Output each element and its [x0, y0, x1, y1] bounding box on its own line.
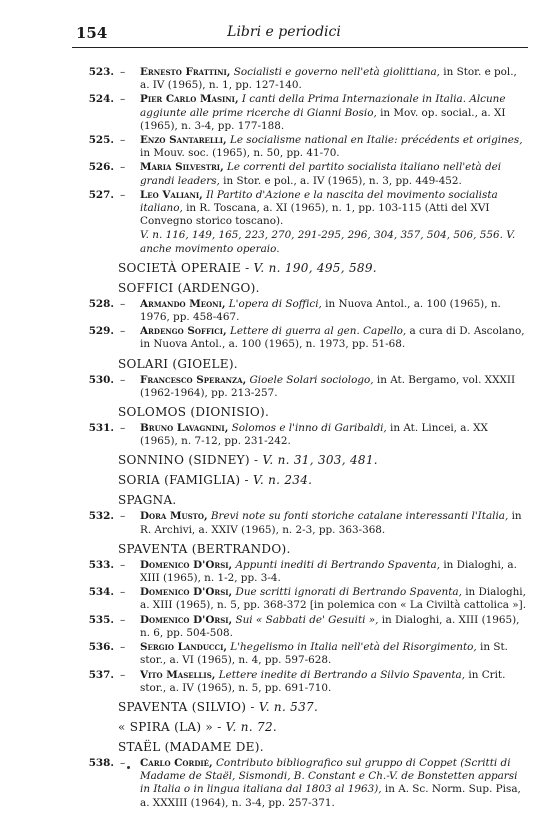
entry-see-also: V. n. 116, 149, 165, 223, 270, 291-295, 296, 304, 357, 504, 506, 556. V. anche movimento operaio.: [140, 229, 516, 255]
entry-author: Leo Valiani,: [140, 188, 203, 201]
entry-title: Il Partito d'Azione e la nascita del movimento socialista italiano,: [140, 188, 498, 215]
entry-author: Domenico D'Orsi,: [140, 613, 233, 626]
entry-source: in Dialoghi, a. XIII (1965), n. 6, pp. 504-508.: [140, 613, 520, 639]
entry-dash: –: [120, 188, 126, 201]
entry-title: Due scritti ignorati di Bertrando Spaventa,: [235, 586, 462, 599]
entry-source: in Dialoghi, a. XIII (1965), n. 5, pp. 368-372 [in polemica con « La Civiltà cattolica »].: [140, 586, 527, 612]
section-heading: [74, 280, 526, 296]
entry-source: in Mouv. soc. (1965), n. 50, pp. 41-70.: [140, 147, 340, 160]
entry-author: Armando Meoni,: [140, 297, 226, 310]
heading-text: SPAVENTA (SILVIO): [118, 699, 247, 714]
entry-author: Francesco Speranza,: [140, 373, 247, 386]
entry-number: 532.: [88, 510, 114, 523]
entry-source: in Stor. e pol., a. IV (1965), n. 3, pp. 449-452.: [223, 174, 462, 187]
bibliography-entry: [74, 422, 526, 448]
entry-dash: –: [120, 66, 126, 78]
entry-dash: –: [120, 613, 126, 626]
entry-source: in At. Lincei, a. XX (1965), n. 7-12, pp. 231-242.: [140, 422, 488, 448]
entry-number: 531.: [88, 422, 114, 435]
entry-title: Solomos e l'inno di Garibaldi,: [231, 422, 387, 435]
entry-title: Sui « Sabbati de' Gesuiti »,: [235, 613, 379, 626]
entry-number: 536.: [88, 641, 114, 654]
bibliography-entry: [74, 325, 526, 351]
heading-text: SORIA (FAMIGLIA): [118, 473, 241, 488]
entry-source: in St. stor., a. VI (1965), n. 4, pp. 597-628.: [140, 641, 508, 667]
header-rule: [72, 47, 528, 48]
section-heading: [74, 719, 526, 735]
entry-source: in R. Archivi, a. XXIV (1965), n. 2-3, pp. 363-368.: [140, 510, 522, 536]
running-title: Libri e periodici: [227, 24, 341, 40]
entry-author: Vito Masellis,: [140, 668, 216, 681]
heading-text: SOFFICI (ARDENGO).: [118, 280, 260, 295]
entry-number: 533.: [88, 558, 114, 571]
entry-title: Le socialisme national en Italie: précédents et origines,: [229, 134, 523, 147]
section-heading: [74, 260, 526, 276]
bibliography-entry: [74, 586, 526, 612]
entry-dash: –: [120, 134, 126, 147]
entry-author: Pier Carlo Masini,: [140, 93, 239, 106]
bibliography-entry: [74, 189, 526, 229]
entry-source: in Mov. op. social., a. XI (1965), n. 3-4, pp. 177-188.: [140, 106, 506, 132]
entry-number: 523.: [88, 66, 114, 78]
entry-number: 526.: [88, 161, 114, 174]
entry-dash: –: [120, 586, 126, 599]
entry-dash: –: [120, 668, 126, 681]
section-heading: [74, 699, 526, 715]
cross-reference: - V. n. 31, 303, 481.: [254, 453, 378, 468]
entry-title: Contributo bibliografico sul gruppo di Coppet (Scritti di Madame de Staël, Sismondi, B. Constant e Ch.-V. de Bonstetten apparsi in Italia o in lingua italiana dal 1803 al 1963),: [140, 756, 518, 796]
entry-dash: –: [120, 558, 126, 571]
heading-text: SOLOMOS (DIONISIO).: [118, 405, 270, 420]
bibliography-entry: [74, 161, 526, 187]
entry-dash: –: [120, 93, 126, 106]
page-number: 154: [76, 24, 108, 42]
heading-text: SPAGNA.: [118, 493, 177, 508]
bibliography-entry: [74, 93, 526, 133]
page-header: [40, 24, 528, 46]
entry-title: Socialisti e governo nell'età giolittiana,: [233, 66, 440, 78]
bibliography-entry: [74, 298, 526, 324]
entry-number: 525.: [88, 134, 114, 147]
entry-title: Gioele Solari sociologo,: [249, 373, 374, 386]
entry-source: a cura di D. Ascolano, in Nuova Antol., a. 100 (1965), n. 1973, pp. 51-68.: [140, 325, 525, 351]
entry-number: 538.: [88, 756, 114, 769]
entry-source: in Dialoghi, a. XIII (1965), n. 1-2, pp. 3-4.: [140, 558, 517, 585]
entry-author: Carlo Cordié,: [140, 756, 213, 769]
entry-source: in A. Sc. Norm. Sup. Pisa, a. XXXIII (1964), n. 3-4, pp. 257-371.: [140, 783, 521, 809]
section-heading: [74, 404, 526, 420]
entry-author: Dora Musto,: [140, 510, 208, 523]
stray-mark: [127, 766, 130, 769]
section-heading: [74, 452, 526, 468]
cross-reference: - V. n. 537.: [250, 699, 319, 714]
entry-author: Sergio Landucci,: [140, 641, 227, 654]
bibliography-entry: [74, 134, 526, 160]
entry-source: in Nuova Antol., a. 100 (1965), n. 1976, pp. 458-467.: [140, 297, 501, 324]
bibliography-entry: [74, 614, 526, 640]
entry-dash: –: [120, 297, 126, 310]
bibliography-entry: [74, 669, 526, 695]
bibliography-entry: [74, 66, 526, 92]
entry-title: L'opera di Soffici,: [228, 297, 322, 310]
entry-dash: –: [120, 641, 126, 654]
entry-number: 527.: [88, 188, 114, 201]
entry-author: Domenico D'Orsi,: [140, 558, 233, 571]
entry-number: 537.: [88, 668, 114, 681]
entry-title: Le correnti del partito socialista italiano nell'età dei grandi leaders,: [140, 161, 502, 187]
bibliography-entry: [74, 510, 526, 536]
entry-number: 530.: [88, 373, 114, 386]
cross-reference: - V. n. 190, 495, 589.: [245, 260, 377, 275]
section-heading: [74, 541, 526, 557]
bibliography-entry: [74, 559, 526, 585]
heading-text: SONNINO (SIDNEY): [118, 453, 250, 468]
entry-source: in At. Bergamo, vol. XXXII (1962-1964), pp. 213-257.: [140, 373, 516, 399]
cross-reference: - V. n. 72.: [217, 719, 277, 734]
entry-dash: –: [120, 756, 126, 769]
entry-number: 528.: [88, 297, 114, 310]
entry-author: Enzo Santarelli,: [140, 134, 227, 147]
entry-title: Lettere inedite di Bertrando a Silvio Spaventa,: [218, 668, 466, 681]
entry-author: Domenico D'Orsi,: [140, 586, 233, 599]
entry-author: Maria Silvestri,: [140, 161, 224, 174]
entry-title: I canti della Prima Internazionale in Italia. Alcune aggiunte alle prime ricerche di Gianni Bosio,: [140, 93, 506, 119]
entry-title: Lettere di guerra al gen. Capello,: [229, 325, 407, 338]
section-heading: [74, 492, 526, 508]
entry-dash: –: [120, 161, 126, 174]
entry-author: Ernesto Frattini,: [140, 66, 231, 78]
entry-title: L'hegelismo in Italia nell'età del Risorgimento,: [230, 641, 477, 654]
section-heading: [74, 739, 526, 755]
entry-dash: –: [120, 510, 126, 523]
entry-source: in Stor. e pol., a. IV (1965), n. 1, pp. 127-140.: [140, 66, 517, 92]
section-heading: [74, 472, 526, 488]
entry-source: in R. Toscana, a. XI (1965), n. 1, pp. 103-115 (Atti del XVI Convegno storico toscano).: [140, 202, 490, 228]
bibliography-entry: [74, 641, 526, 667]
heading-text: STAËL (MADAME DE).: [118, 739, 264, 754]
entry-number: 529.: [88, 325, 114, 338]
heading-text: « SPIRA (LA) »: [118, 719, 214, 734]
entry-author: Bruno Lavagnini,: [140, 422, 229, 435]
entry-title: Appunti inediti di Bertrando Spaventa,: [235, 558, 441, 571]
entry-number: 524.: [88, 93, 114, 106]
entry-dash: –: [120, 325, 126, 338]
bibliography-list: [74, 66, 526, 811]
entry-number: 535.: [88, 613, 114, 626]
heading-text: SPAVENTA (BERTRANDO).: [118, 541, 291, 556]
heading-text: SOCIETÀ OPERAIE: [118, 260, 241, 275]
bibliography-entry: [74, 374, 526, 400]
entry-title: Brevi note su fonti storiche catalane interessanti l'Italia,: [210, 510, 509, 523]
heading-text: SOLARI (GIOELE).: [118, 356, 238, 371]
entry-dash: –: [120, 373, 126, 386]
cross-reference: - V. n. 234.: [244, 473, 313, 488]
entry-author: Ardengo Soffici,: [140, 325, 227, 338]
bibliography-entry: [74, 757, 526, 810]
entry-number: 534.: [88, 586, 114, 599]
entry-source: in Crit. stor., a. IV (1965), n. 5, pp. 691-710.: [140, 668, 506, 694]
entry-dash: –: [120, 422, 126, 435]
section-heading: [74, 356, 526, 372]
